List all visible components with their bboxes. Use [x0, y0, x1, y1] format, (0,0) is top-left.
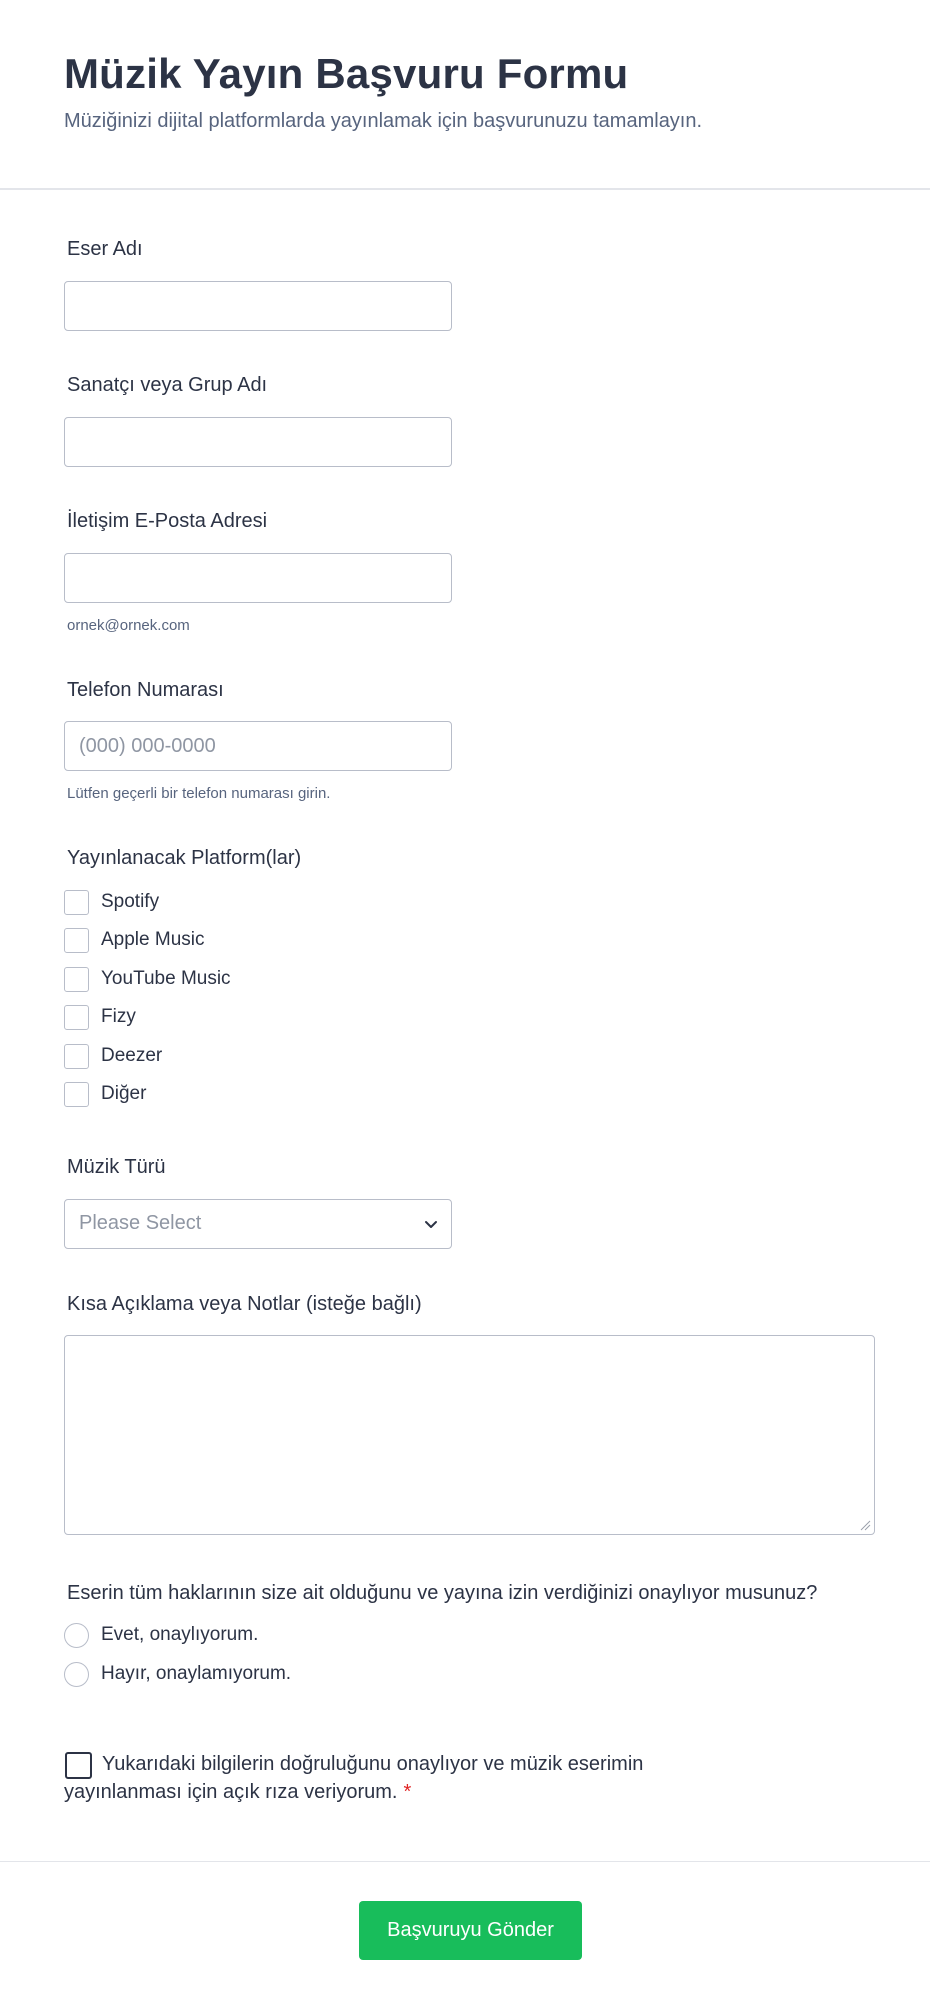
page-subtitle: Müziğinizi dijital platformlarda yayınlamak için başvurunuzu tamamlayın.: [64, 110, 703, 132]
platform-option-label: Apple Music: [101, 929, 205, 950]
platform-option-label: Diğer: [101, 1083, 147, 1104]
platform-option-label: Deezer: [101, 1045, 163, 1066]
work-name-label: Eser Adı: [67, 238, 143, 260]
page-title: Müzik Yayın Başvuru Formu: [64, 50, 629, 97]
consent-label: [64, 1750, 704, 1806]
checkbox[interactable]: [64, 1082, 89, 1107]
chevron-down-icon: [423, 1216, 439, 1232]
rights-option-label: Evet, onaylıyorum.: [101, 1624, 259, 1645]
required-mark: *: [403, 1781, 412, 1803]
notes-label: Kısa Açıklama veya Notlar (isteğe bağlı): [67, 1293, 422, 1315]
artist-name-label: Sanatçı veya Grup Adı: [67, 374, 268, 396]
rights-question: Eserin tüm haklarının size ait olduğunu ve yayına izin verdiğinizi onaylıyor musunuz?: [67, 1582, 818, 1604]
rights-option-label: Hayır, onaylamıyorum.: [101, 1663, 292, 1684]
phone-input[interactable]: [64, 721, 452, 771]
phone-label: Telefon Numarası: [67, 679, 224, 701]
email-field[interactable]: [64, 553, 452, 603]
platform-option-other[interactable]: [64, 1081, 146, 1107]
email-sublabel: ornek@ornek.com: [67, 617, 190, 634]
submit-button[interactable]: Başvuruyu Gönder: [359, 1901, 582, 1960]
phone-sublabel: Lütfen geçerli bir telefon numarası girin.: [67, 785, 331, 802]
checkbox[interactable]: [64, 1044, 89, 1069]
email-label: İletişim E-Posta Adresi: [67, 510, 268, 532]
platform-option-label: Spotify: [101, 891, 160, 912]
checkbox[interactable]: [64, 890, 89, 915]
consent-text: Yukarıdaki bilgilerin doğruluğunu onaylıyor ve müzik eserimin yayınlanması için açık rıza veriyorum.: [64, 1753, 644, 1803]
checkbox[interactable]: [64, 928, 89, 953]
radio-button[interactable]: [64, 1662, 89, 1687]
platform-option-youtube-music[interactable]: [64, 966, 231, 992]
checkbox[interactable]: [64, 1005, 89, 1030]
platform-option-spotify[interactable]: [64, 889, 159, 915]
checkbox[interactable]: [64, 967, 89, 992]
artist-name-input[interactable]: [64, 417, 452, 467]
platforms-label: Yayınlanacak Platform(lar): [67, 847, 302, 869]
platform-option-fizy[interactable]: [64, 1004, 136, 1030]
notes-textarea[interactable]: [64, 1335, 875, 1535]
rights-option-no[interactable]: [64, 1661, 291, 1687]
form-header: [0, 0, 930, 190]
genre-select-value: Please Select: [79, 1212, 202, 1234]
radio-button[interactable]: [64, 1623, 89, 1648]
platform-option-apple-music[interactable]: [64, 927, 205, 953]
platform-option-label: YouTube Music: [101, 968, 231, 989]
genre-select[interactable]: [64, 1199, 452, 1249]
work-name-input[interactable]: [64, 281, 452, 331]
platform-option-deezer[interactable]: [64, 1043, 162, 1069]
rights-option-yes[interactable]: [64, 1622, 258, 1648]
genre-label: Müzik Türü: [67, 1156, 166, 1178]
resize-grip-icon[interactable]: [859, 1519, 871, 1531]
platform-option-label: Fizy: [101, 1006, 136, 1027]
